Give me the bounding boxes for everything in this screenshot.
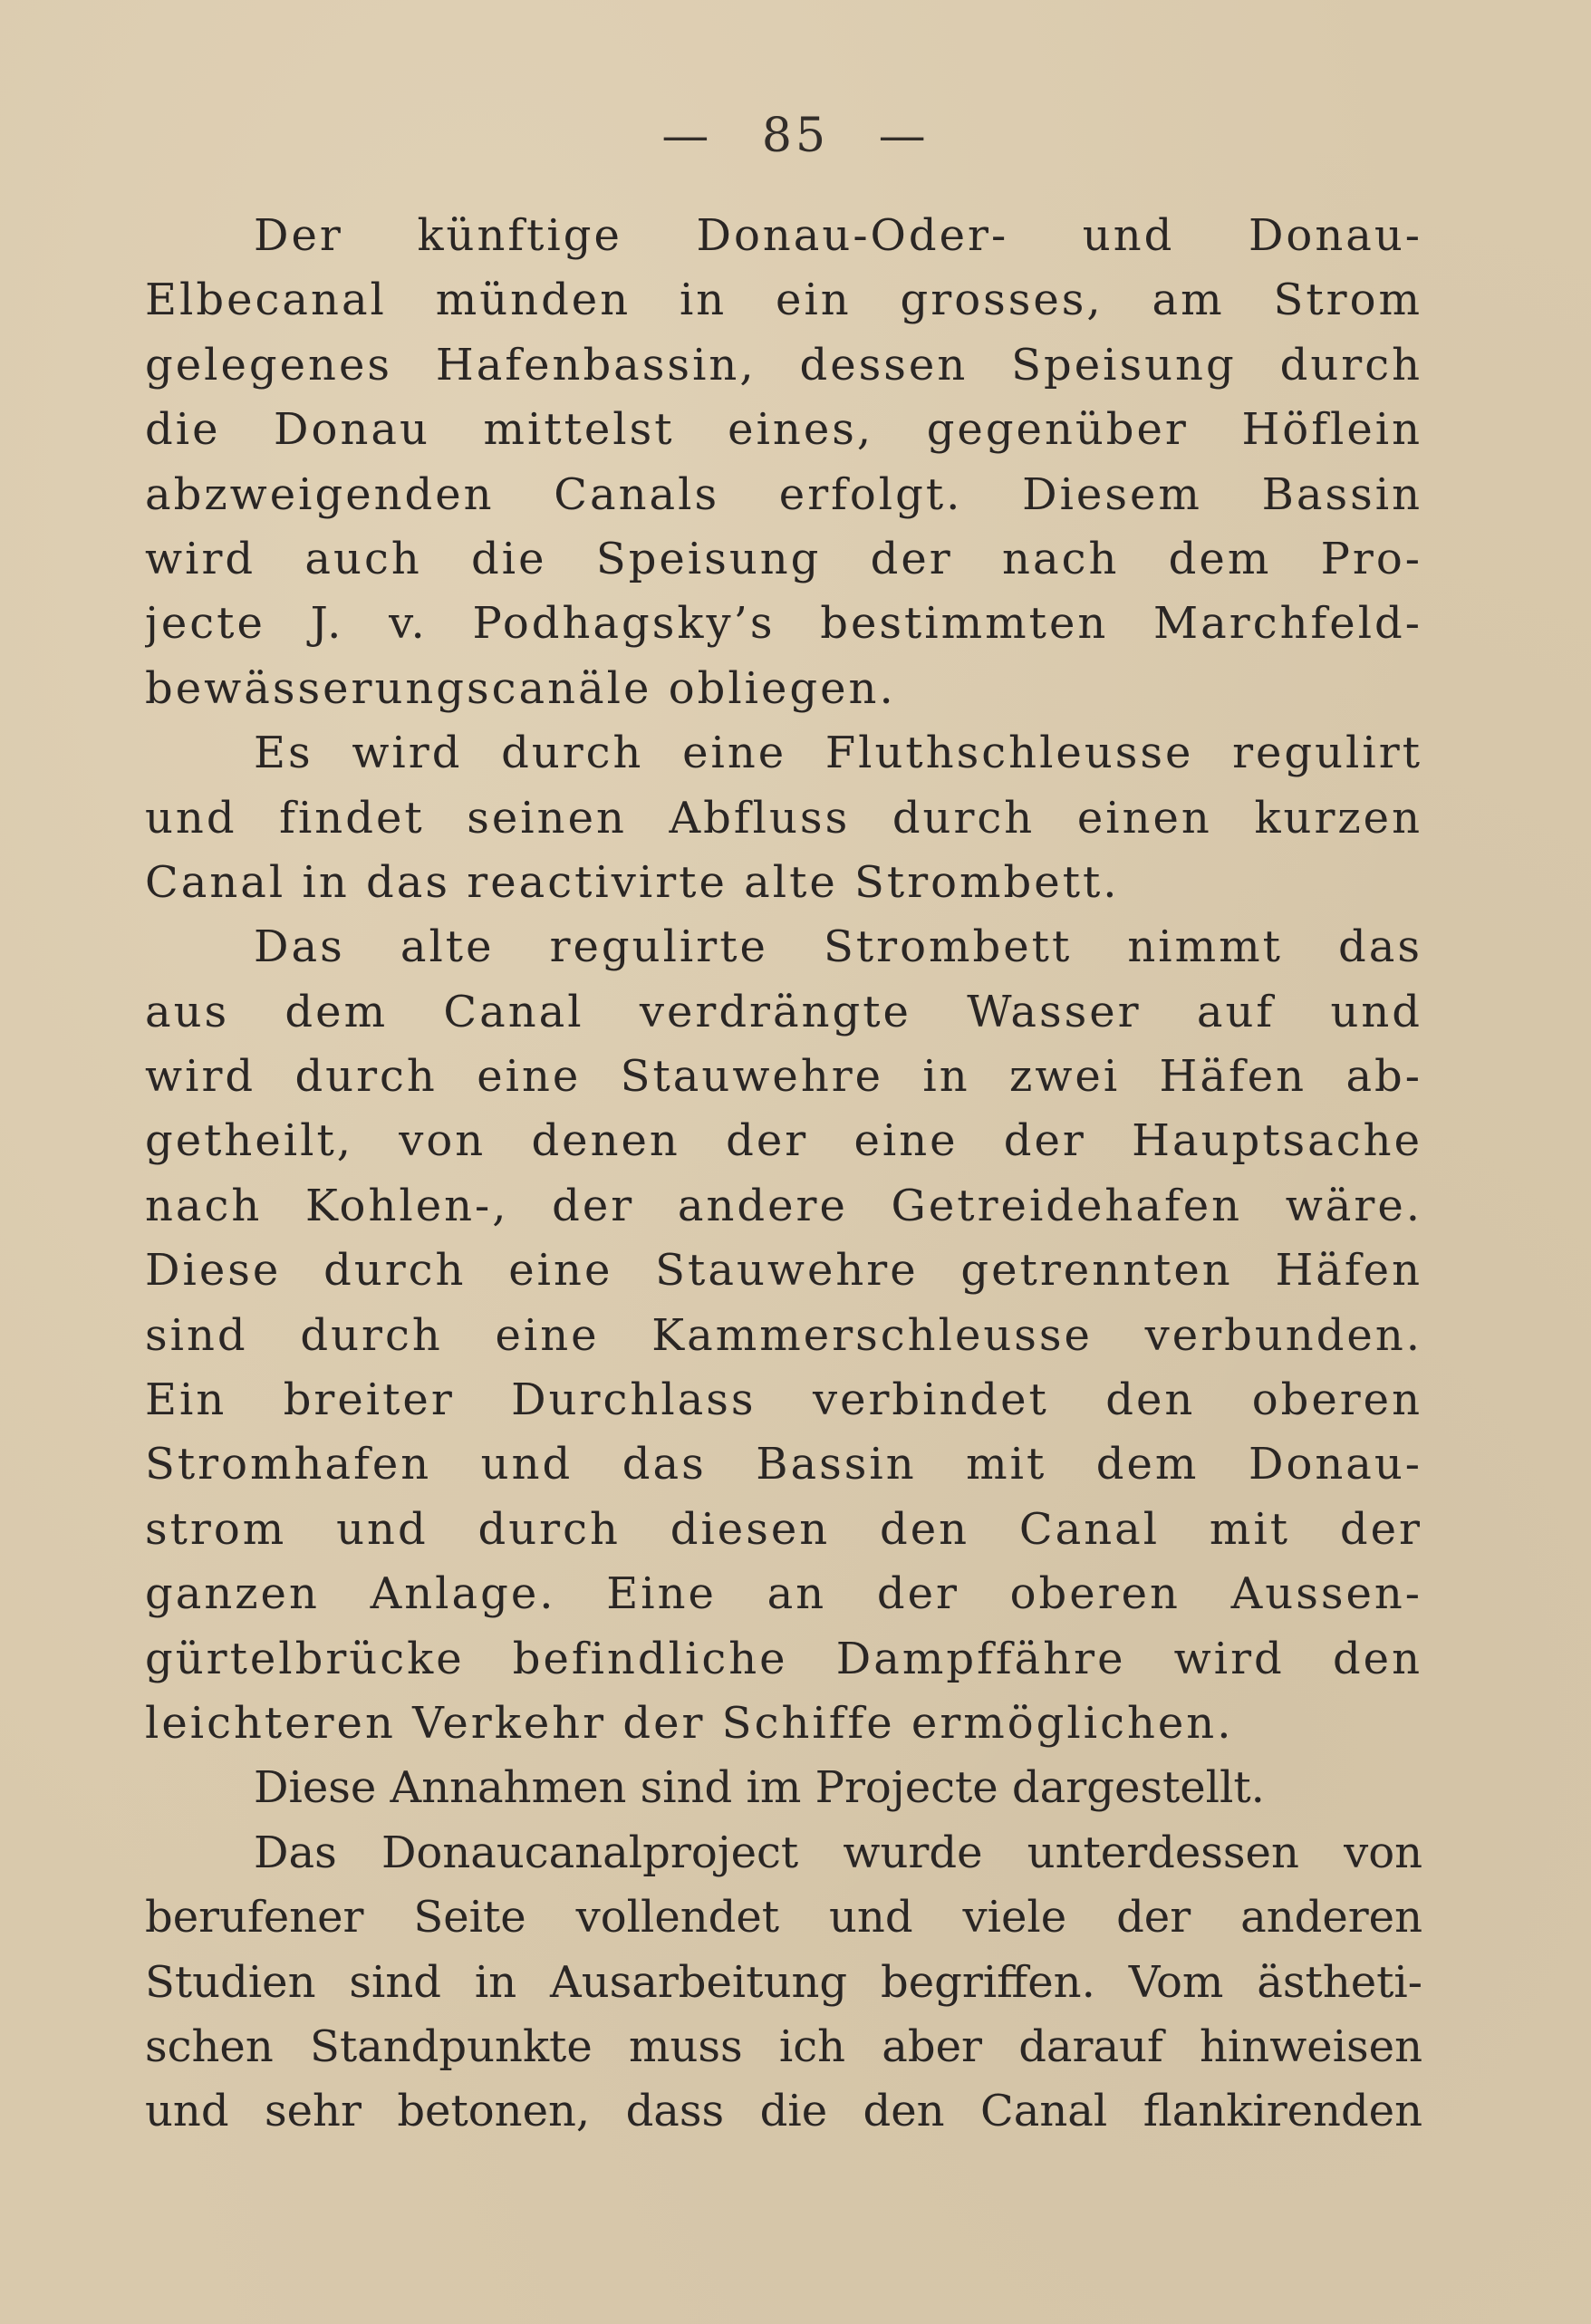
- text-line: Ein breiter Durchlass verbindet den oberen: [145, 1374, 1422, 1426]
- text-line: wird auch die Speisung der nach dem Pro-: [145, 533, 1422, 584]
- text-line: sind durch eine Kammerschleusse verbunden.: [145, 1309, 1422, 1361]
- page-header: [0, 104, 1591, 168]
- text-line: aus dem Canal verdrängte Wasser auf und: [145, 986, 1422, 1037]
- text-line: die Donau mittelst eines, gegenüber Höflein: [145, 404, 1422, 456]
- text-line: strom und durch diesen den Canal mit der: [145, 1503, 1422, 1555]
- text-line: getheilt, von denen der eine der Hauptsache: [145, 1115, 1422, 1167]
- text-line: wird durch eine Stauwehre in zwei Häfen ab-: [145, 1051, 1422, 1103]
- text-line: und sehr betonen, dass die den Canal flankirenden: [145, 2086, 1422, 2137]
- text-line: abzweigenden Canals erfolgt. Diesem Bassin: [145, 468, 1422, 520]
- text-line: Diese Annahmen sind im Projecte dargestellt.: [254, 1762, 1265, 1814]
- text-line: und findet seinen Abfluss durch einen kurzen: [145, 792, 1422, 844]
- text-line: leichteren Verkehr der Schiffe ermöglichen.: [145, 1697, 1234, 1749]
- text-line: Studien sind in Ausarbeitung begriffen. Vom ästheti-: [145, 1956, 1422, 2008]
- text-line: Canal in das reactivirte alte Strombett.: [145, 856, 1120, 908]
- text-line: berufener Seite vollendet und viele der anderen: [145, 1892, 1422, 1943]
- text-line: Stromhafen und das Bassin mit dem Donau-: [145, 1439, 1422, 1490]
- body-text: [145, 204, 1422, 2145]
- text-line: gürtelbrücke befindliche Dampffähre wird den: [145, 1633, 1422, 1684]
- header-dash-right: —: [878, 109, 930, 163]
- header-dash-left: —: [661, 109, 713, 163]
- text-line: Elbecanal münden in ein grosses, am Strom: [145, 275, 1422, 326]
- text-line: nach Kohlen-, der andere Getreidehafen wäre.: [145, 1180, 1422, 1231]
- text-line: Es wird durch eine Fluthschleusse regulirt: [254, 728, 1422, 779]
- text-line: ganzen Anlage. Eine an der oberen Aussen-: [145, 1568, 1422, 1620]
- text-line: gelegenes Hafenbassin, dessen Speisung durch: [145, 339, 1422, 391]
- text-line: bewässerungscanäle obliegen.: [145, 662, 896, 714]
- text-line: Das Donaucanalproject wurde unterdessen von: [254, 1827, 1422, 1878]
- text-line: jecte J. v. Podhagsky’s bestimmten Marchfeld-: [145, 598, 1422, 650]
- text-line: schen Standpunkte muss ich aber darauf hinweisen: [145, 2020, 1422, 2072]
- text-line: Der künftige Donau-Oder- und Donau-: [254, 210, 1422, 261]
- text-line: Diese durch eine Stauwehre getrennten Häfen: [145, 1245, 1422, 1297]
- page-number: 85: [761, 109, 830, 163]
- text-line: Das alte regulirte Strombett nimmt das: [254, 921, 1422, 973]
